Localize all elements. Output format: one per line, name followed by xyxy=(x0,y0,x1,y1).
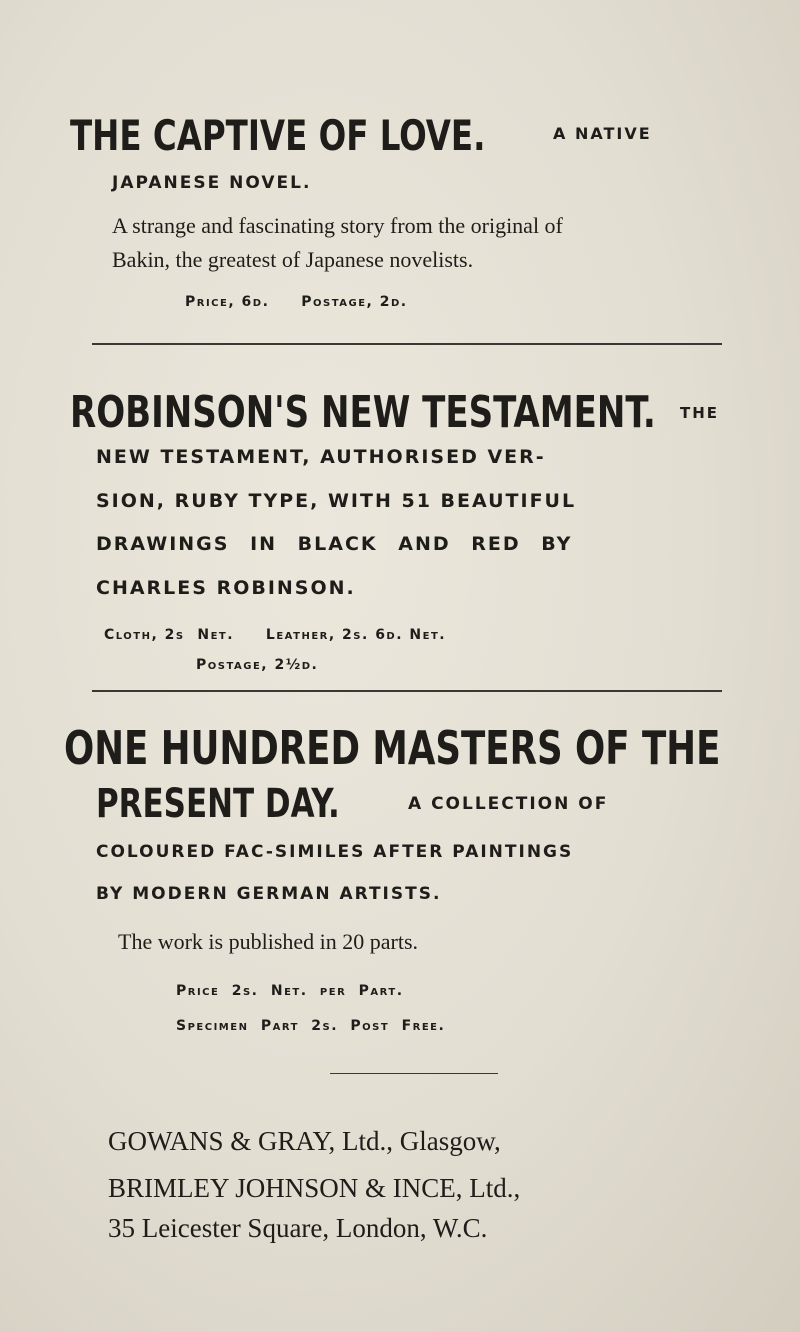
publisher-1: GOWANS & GRAY, Ltd., Glasgow, xyxy=(108,1126,501,1156)
book-3-title-2: PRESENT DAY. xyxy=(96,781,340,827)
book-3-price-1: Price 2s. Net. per Part. xyxy=(176,983,404,999)
book-3-subtitle-c: BY MODERN GERMAN ARTISTS. xyxy=(96,884,442,904)
book-3-subtitle-b: COLOURED FAC-SIMILES AFTER PAINTINGS xyxy=(96,842,574,862)
divider-2 xyxy=(92,690,722,692)
book-1-description-2: Bakin, the greatest of Japanese novelists. xyxy=(112,247,474,272)
book-2-subtitle-c: SION, RUBY TYPE, WITH 51 BEAUTIFUL xyxy=(96,490,577,512)
book-1-description-1: A strange and fascinating story from the original of xyxy=(112,213,563,238)
book-1-subtitle-b: JAPANESE NOVEL. xyxy=(112,173,312,193)
book-2-price-2: Postage, 2½d. xyxy=(196,657,319,673)
divider-3 xyxy=(330,1073,498,1074)
book-3-subtitle-a: A COLLECTION OF xyxy=(408,794,609,814)
book-1-title: THE CAPTIVE OF LOVE. xyxy=(70,111,486,160)
publisher-2: BRIMLEY JOHNSON & INCE, Ltd., xyxy=(108,1173,521,1203)
book-2-subtitle-a: THE xyxy=(680,404,720,422)
book-1-price: Price, 6d. Postage, 2d. xyxy=(185,294,408,310)
book-3-description: The work is published in 20 parts. xyxy=(118,929,419,954)
book-2-subtitle-d: DRAWINGS IN BLACK AND RED BY xyxy=(96,533,573,555)
divider-1 xyxy=(92,343,722,345)
book-2-title: ROBINSON'S NEW TESTAMENT. xyxy=(70,387,656,438)
book-2-subtitle-e: CHARLES ROBINSON. xyxy=(96,577,356,599)
book-3-price-2: Specimen Part 2s. Post Free. xyxy=(176,1018,446,1034)
book-3-title-1: ONE HUNDRED MASTERS OF THE xyxy=(64,721,721,775)
book-2-price-1: Cloth, 2s Net. Leather, 2s. 6d. Net. xyxy=(104,627,447,643)
publisher-address: 35 Leicester Square, London, W.C. xyxy=(108,1213,488,1243)
book-2-subtitle-b: NEW TESTAMENT, AUTHORISED VER- xyxy=(96,446,546,468)
book-1-subtitle-a: A NATIVE xyxy=(553,124,652,143)
